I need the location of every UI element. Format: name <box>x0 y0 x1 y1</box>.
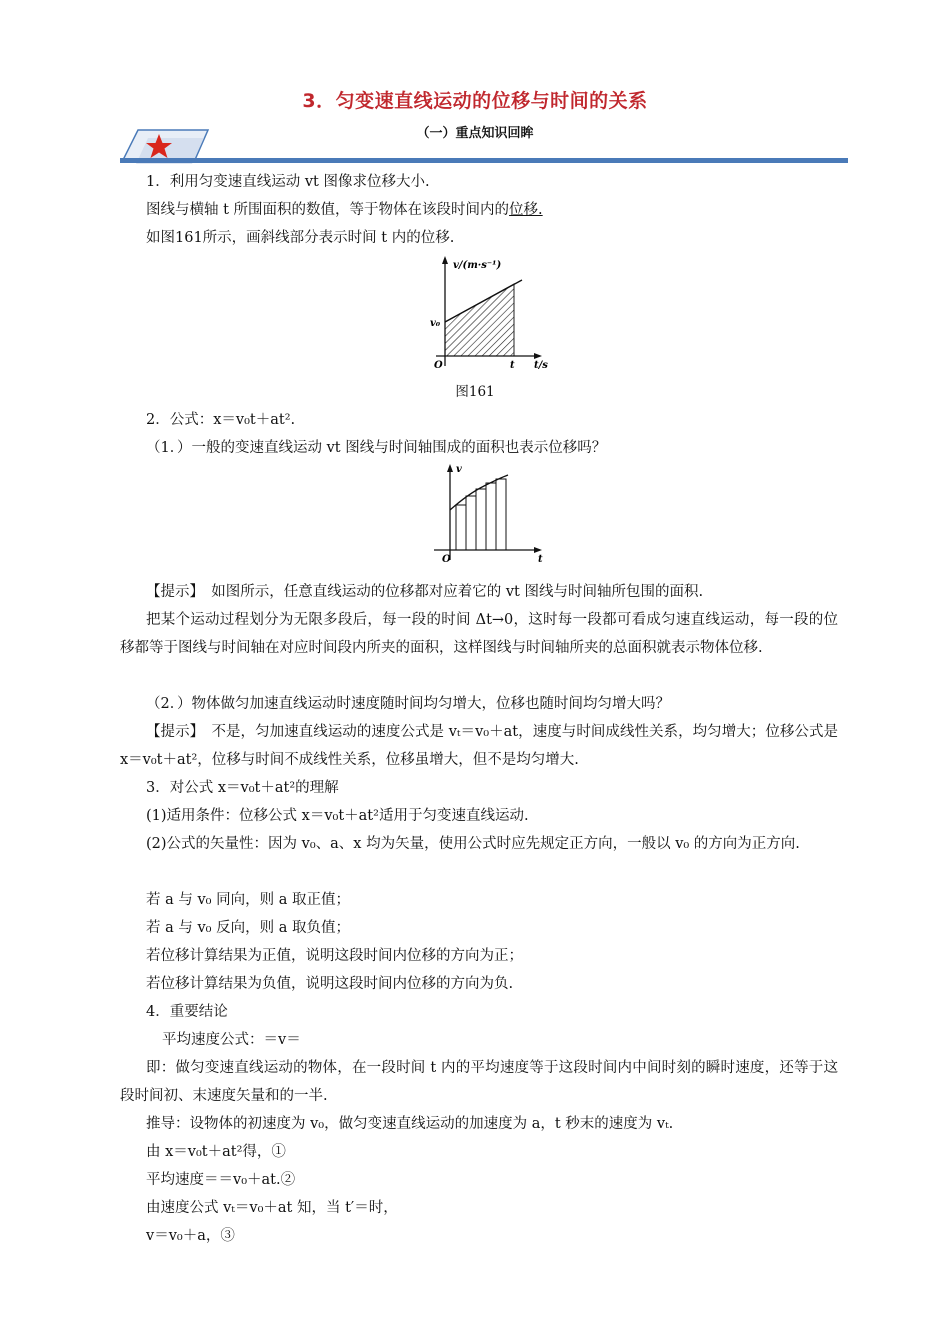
section3-item1: (1)适用条件：位移公式 x＝v₀t＋at²适用于匀变速直线运动. <box>146 808 529 824</box>
step-rect-3 <box>476 489 486 550</box>
section1-line1 <box>146 196 543 224</box>
section4-meaning: 即：做匀变速直线运动的物体，在一段时间 t 内的平均速度等于这段时间内中间时刻的瞬时速度，还等于这段时间初、末速度矢量和的一半. <box>120 1060 838 1104</box>
section3-line-b: 若 a 与 v₀ 反向，则 a 取负值； <box>146 920 350 936</box>
y-arrow-icon <box>447 464 453 472</box>
section1-line1-text: 图线与横轴 t 所围面积的数值，等于物体在该段时间内的 <box>146 202 510 218</box>
section-subtitle: （一）重点知识回眸 <box>416 126 534 141</box>
x-arrow-icon <box>534 547 542 553</box>
section3-line-d: 若位移计算结果为负值，说明这段时间内位移的方向为负. <box>146 976 514 992</box>
section4-heading: 4．重要结论 <box>146 1004 228 1020</box>
step-rect-1 <box>456 505 466 550</box>
t-label: t <box>538 554 543 565</box>
shaded-area <box>445 284 514 356</box>
page-title: 3．匀变速直线运动的位移与时间的关系 <box>302 90 648 112</box>
hint-2-paragraph: 【提示】 不是，匀加速直线运动的速度公式是 vₜ＝v₀＋at，速度与时间成线性关系，均匀增大；位移公式是 x＝v₀t＋at²，位移与时间不成线性关系，位移虽增大，但不是均匀增大. <box>120 724 838 768</box>
figure-161-graph <box>426 256 556 376</box>
hint-1: 【提示】 如图所示，任意直线运动的位移都对应着它的 vt 图线与时间轴所包围的面积. <box>146 584 704 600</box>
x-axis-label: t/s <box>534 360 548 371</box>
v0-label: v₀ <box>430 318 441 329</box>
section3-line-a: 若 a 与 v₀ 同向，则 a 取正值； <box>146 892 350 908</box>
y-axis-label: v/(m·s⁻¹) <box>453 260 502 271</box>
x-arrow-icon <box>534 353 542 359</box>
figure-2-graph <box>428 462 558 566</box>
average-velocity-formula: 平均速度公式：＝v＝ <box>162 1032 301 1048</box>
t-label: t <box>510 360 515 371</box>
derivation-step-3: 由速度公式 vₜ＝v₀＋at 知，当 t′＝时， <box>146 1200 398 1216</box>
step-rect-2 <box>466 496 476 550</box>
step-rectangles <box>456 479 506 550</box>
step-rect-4 <box>486 483 496 550</box>
banner-rule <box>120 158 848 163</box>
origin-label: O <box>434 360 443 371</box>
section1-line2: 如图161所示，画斜线部分表示时间 t 内的位移. <box>146 230 455 246</box>
derivation-step-2: 平均速度＝＝v₀＋at.② <box>146 1172 296 1188</box>
section1-line1-underlined: 位移. <box>509 202 543 218</box>
section3-line-c: 若位移计算结果为正值，说明这段时间内位移的方向为正； <box>146 948 523 964</box>
derivation-step-4: v＝v₀＋a，③ <box>146 1228 235 1244</box>
derivation-step-1: 由 x＝v₀t＋at²得，① <box>146 1144 286 1160</box>
v-label: v <box>456 464 462 475</box>
y-arrow-icon <box>442 256 448 264</box>
section3-heading: 3．对公式 x＝v₀t＋at²的理解 <box>146 780 339 796</box>
figure-161-caption: 图161 <box>455 384 495 400</box>
hint-1-paragraph: 把某个运动过程划分为无限多段后，每一段的时间 Δt→0，这时每一段都可看成匀速直线运动，每一段的位移都等于图线与时间轴在对应时间段内所夹的面积，这样图线与时间轴所夹的总面积就表示物体位移. <box>120 612 838 656</box>
origin-label: O <box>442 554 451 565</box>
step-rect-5 <box>496 479 506 550</box>
section1-heading: 1．利用匀变速直线运动 vt 图像求位移大小. <box>146 174 430 190</box>
question-2: （2．）物体做匀加速直线运动时速度随时间均匀增大，位移也随时间均匀增大吗？ <box>146 696 670 712</box>
derivation-intro: 推导：设物体的初速度为 v₀，做匀变速直线运动的加速度为 a，t 秒末的速度为 vₜ. <box>146 1116 674 1132</box>
formula-line: 2．公式：x＝v₀t＋at². <box>146 412 296 428</box>
section-banner <box>118 128 850 168</box>
section3-item2: (2)公式的矢量性：因为 v₀、a、x 均为矢量，使用公式时应先规定正方向，一般以 v₀ 的方向为正方向. <box>146 836 800 852</box>
question-1: （1．）一般的变速直线运动 vt 图线与时间轴围成的面积也表示位移吗？ <box>146 440 607 456</box>
